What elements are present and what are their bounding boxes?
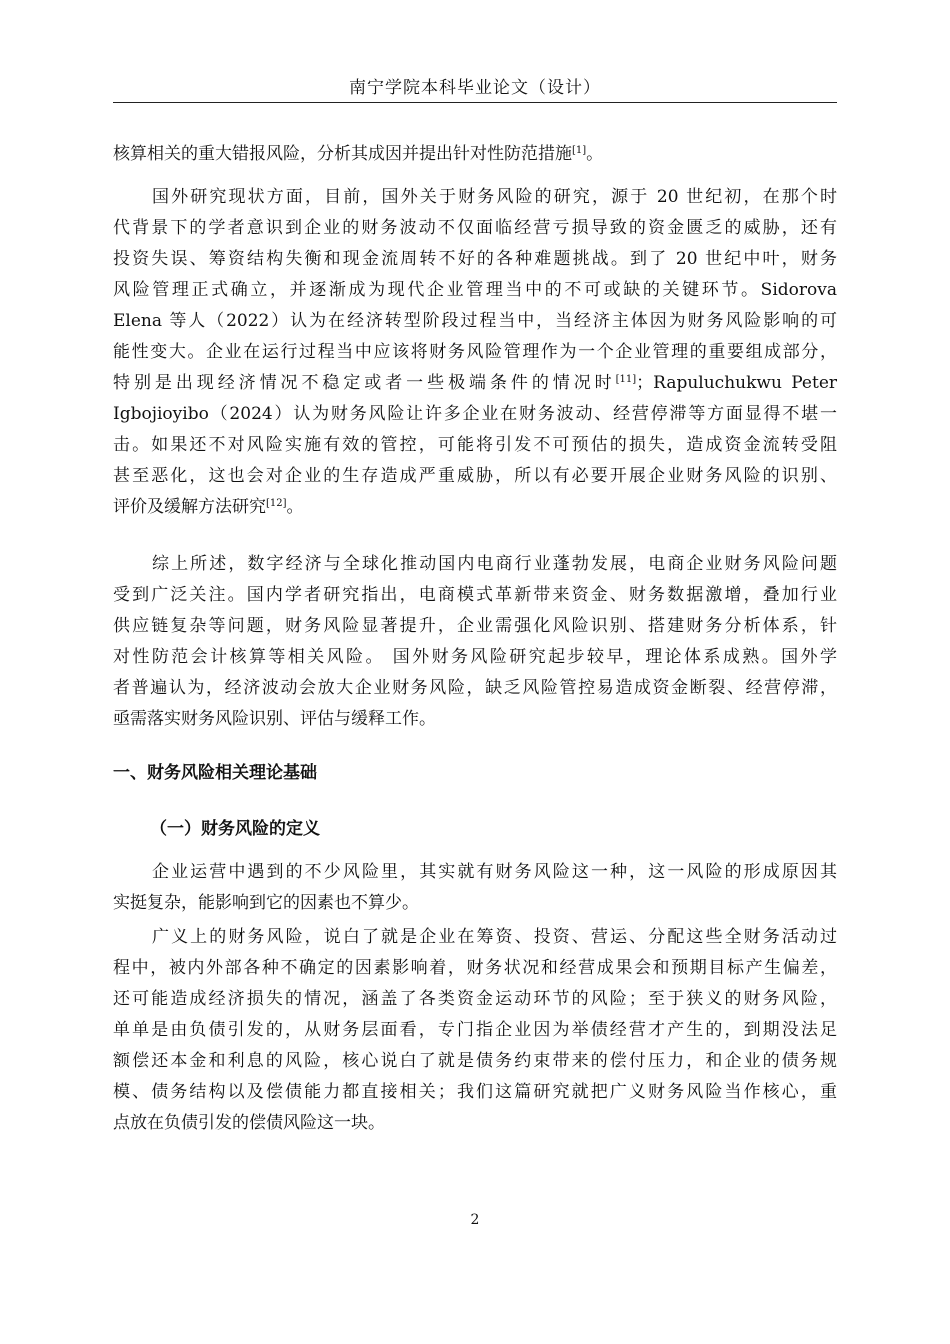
body-line: 受到广泛关注。国内学者研究指出，电商模式革新带来资金、财务数据激增，叠加行业 bbox=[113, 585, 837, 605]
body-line: 甚至恶化，这也会对企业的生存造成严重威胁，所以有必要开展企业财务风险的识别、 bbox=[113, 466, 837, 486]
body-line: 综上所述，数字经济与全球化推动国内电商行业蓬勃发展，电商企业财务风险问题 bbox=[152, 554, 837, 574]
body-line: 供应链复杂等问题，财务风险显著提升，企业需强化风险识别、搭建财务分析体系，针 bbox=[113, 616, 837, 636]
section-heading: 一、财务风险相关理论基础 bbox=[113, 763, 317, 783]
body-line: 者普遍认为，经济波动会放大企业财务风险，缺乏风险管控易造成资金断裂、经营停滞， bbox=[113, 678, 837, 698]
citation: [12] bbox=[266, 498, 287, 509]
body-line: Elena 等人（2022）认为在经济转型阶段过程当中，当经济主体因为财务风险影响的可 bbox=[113, 311, 837, 331]
body-line: 点放在负债引发的偿债风险这一块。 bbox=[113, 1113, 385, 1133]
body-line: 广义上的财务风险，说白了就是企业在筹资、投资、营运、分配这些全财务活动过 bbox=[152, 927, 837, 947]
body-line: 投资失误、筹资结构失衡和现金流周转不好的各种难题挑战。到了 20 世纪中叶，财务 bbox=[113, 249, 837, 269]
body-line: 特别是出现经济情况不稳定或者一些极端条件的情况时[11]；Rapuluchukwu Peter bbox=[113, 373, 838, 393]
body-line: 模、债务结构以及偿债能力都直接相关；我们这篇研究就把广义财务风险当作核心，重 bbox=[113, 1082, 837, 1102]
body-line: 还可能造成经济损失的情况，涵盖了各类资金运动环节的风险；至于狭义的财务风险， bbox=[113, 989, 837, 1009]
page-header-title: 南宁学院本科毕业论文（设计） bbox=[349, 78, 601, 98]
body-line: 代背景下的学者意识到企业的财务波动不仅面临经营亏损导致的资金匮乏的威胁，还有 bbox=[113, 218, 837, 238]
body-line: Igbojioyibo（2024）认为财务风险让许多企业在财务波动、经营停滞等方面显得不堪一 bbox=[113, 404, 837, 424]
body-line: 实挺复杂，能影响到它的因素也不算少。 bbox=[113, 893, 419, 913]
subsection-heading: （一）财务风险的定义 bbox=[150, 819, 320, 839]
body-line: 额偿还本金和利息的风险，核心说白了就是债务约束带来的偿付压力，和企业的债务规 bbox=[113, 1051, 837, 1071]
citation: [11] bbox=[615, 374, 637, 385]
body-line: 评价及缓解方法研究[12]。 bbox=[113, 497, 304, 517]
body-line: 亟需落实财务风险识别、评估与缓释工作。 bbox=[113, 709, 436, 729]
body-line: 对性防范会计核算等相关风险。 国外财务风险研究起步较早，理论体系成熟。国外学 bbox=[113, 647, 837, 667]
body-line: 企业运营中遇到的不少风险里，其实就有财务风险这一种，这一风险的形成原因其 bbox=[152, 862, 837, 882]
page-number: 2 bbox=[470, 1212, 480, 1228]
header-rule bbox=[113, 102, 837, 103]
body-line: 单单是由负债引发的，从财务层面看，专门指企业因为举债经营才产生的，到期没法足 bbox=[113, 1020, 837, 1040]
body-line: 国外研究现状方面，目前，国外关于财务风险的研究，源于 20 世纪初，在那个时 bbox=[152, 187, 837, 207]
body-line: 能性变大。企业在运行过程当中应该将财务风险管理作为一个企业管理的重要组成部分， bbox=[113, 342, 837, 362]
body-line: 风险管理正式确立，并逐渐成为现代企业管理当中的不可或缺的关键环节。Sidorova bbox=[113, 280, 837, 300]
citation: [1] bbox=[572, 145, 587, 156]
body-line: 核算相关的重大错报风险，分析其成因并提出针对性防范措施[1]。 bbox=[113, 144, 604, 164]
body-line: 击。如果还不对风险实施有效的管控，可能将引发不可预估的损失，造成资金流转受阻 bbox=[113, 435, 837, 455]
body-line: 程中，被内外部各种不确定的因素影响着，财务状况和经营成果会和预期目标产生偏差， bbox=[113, 958, 837, 978]
